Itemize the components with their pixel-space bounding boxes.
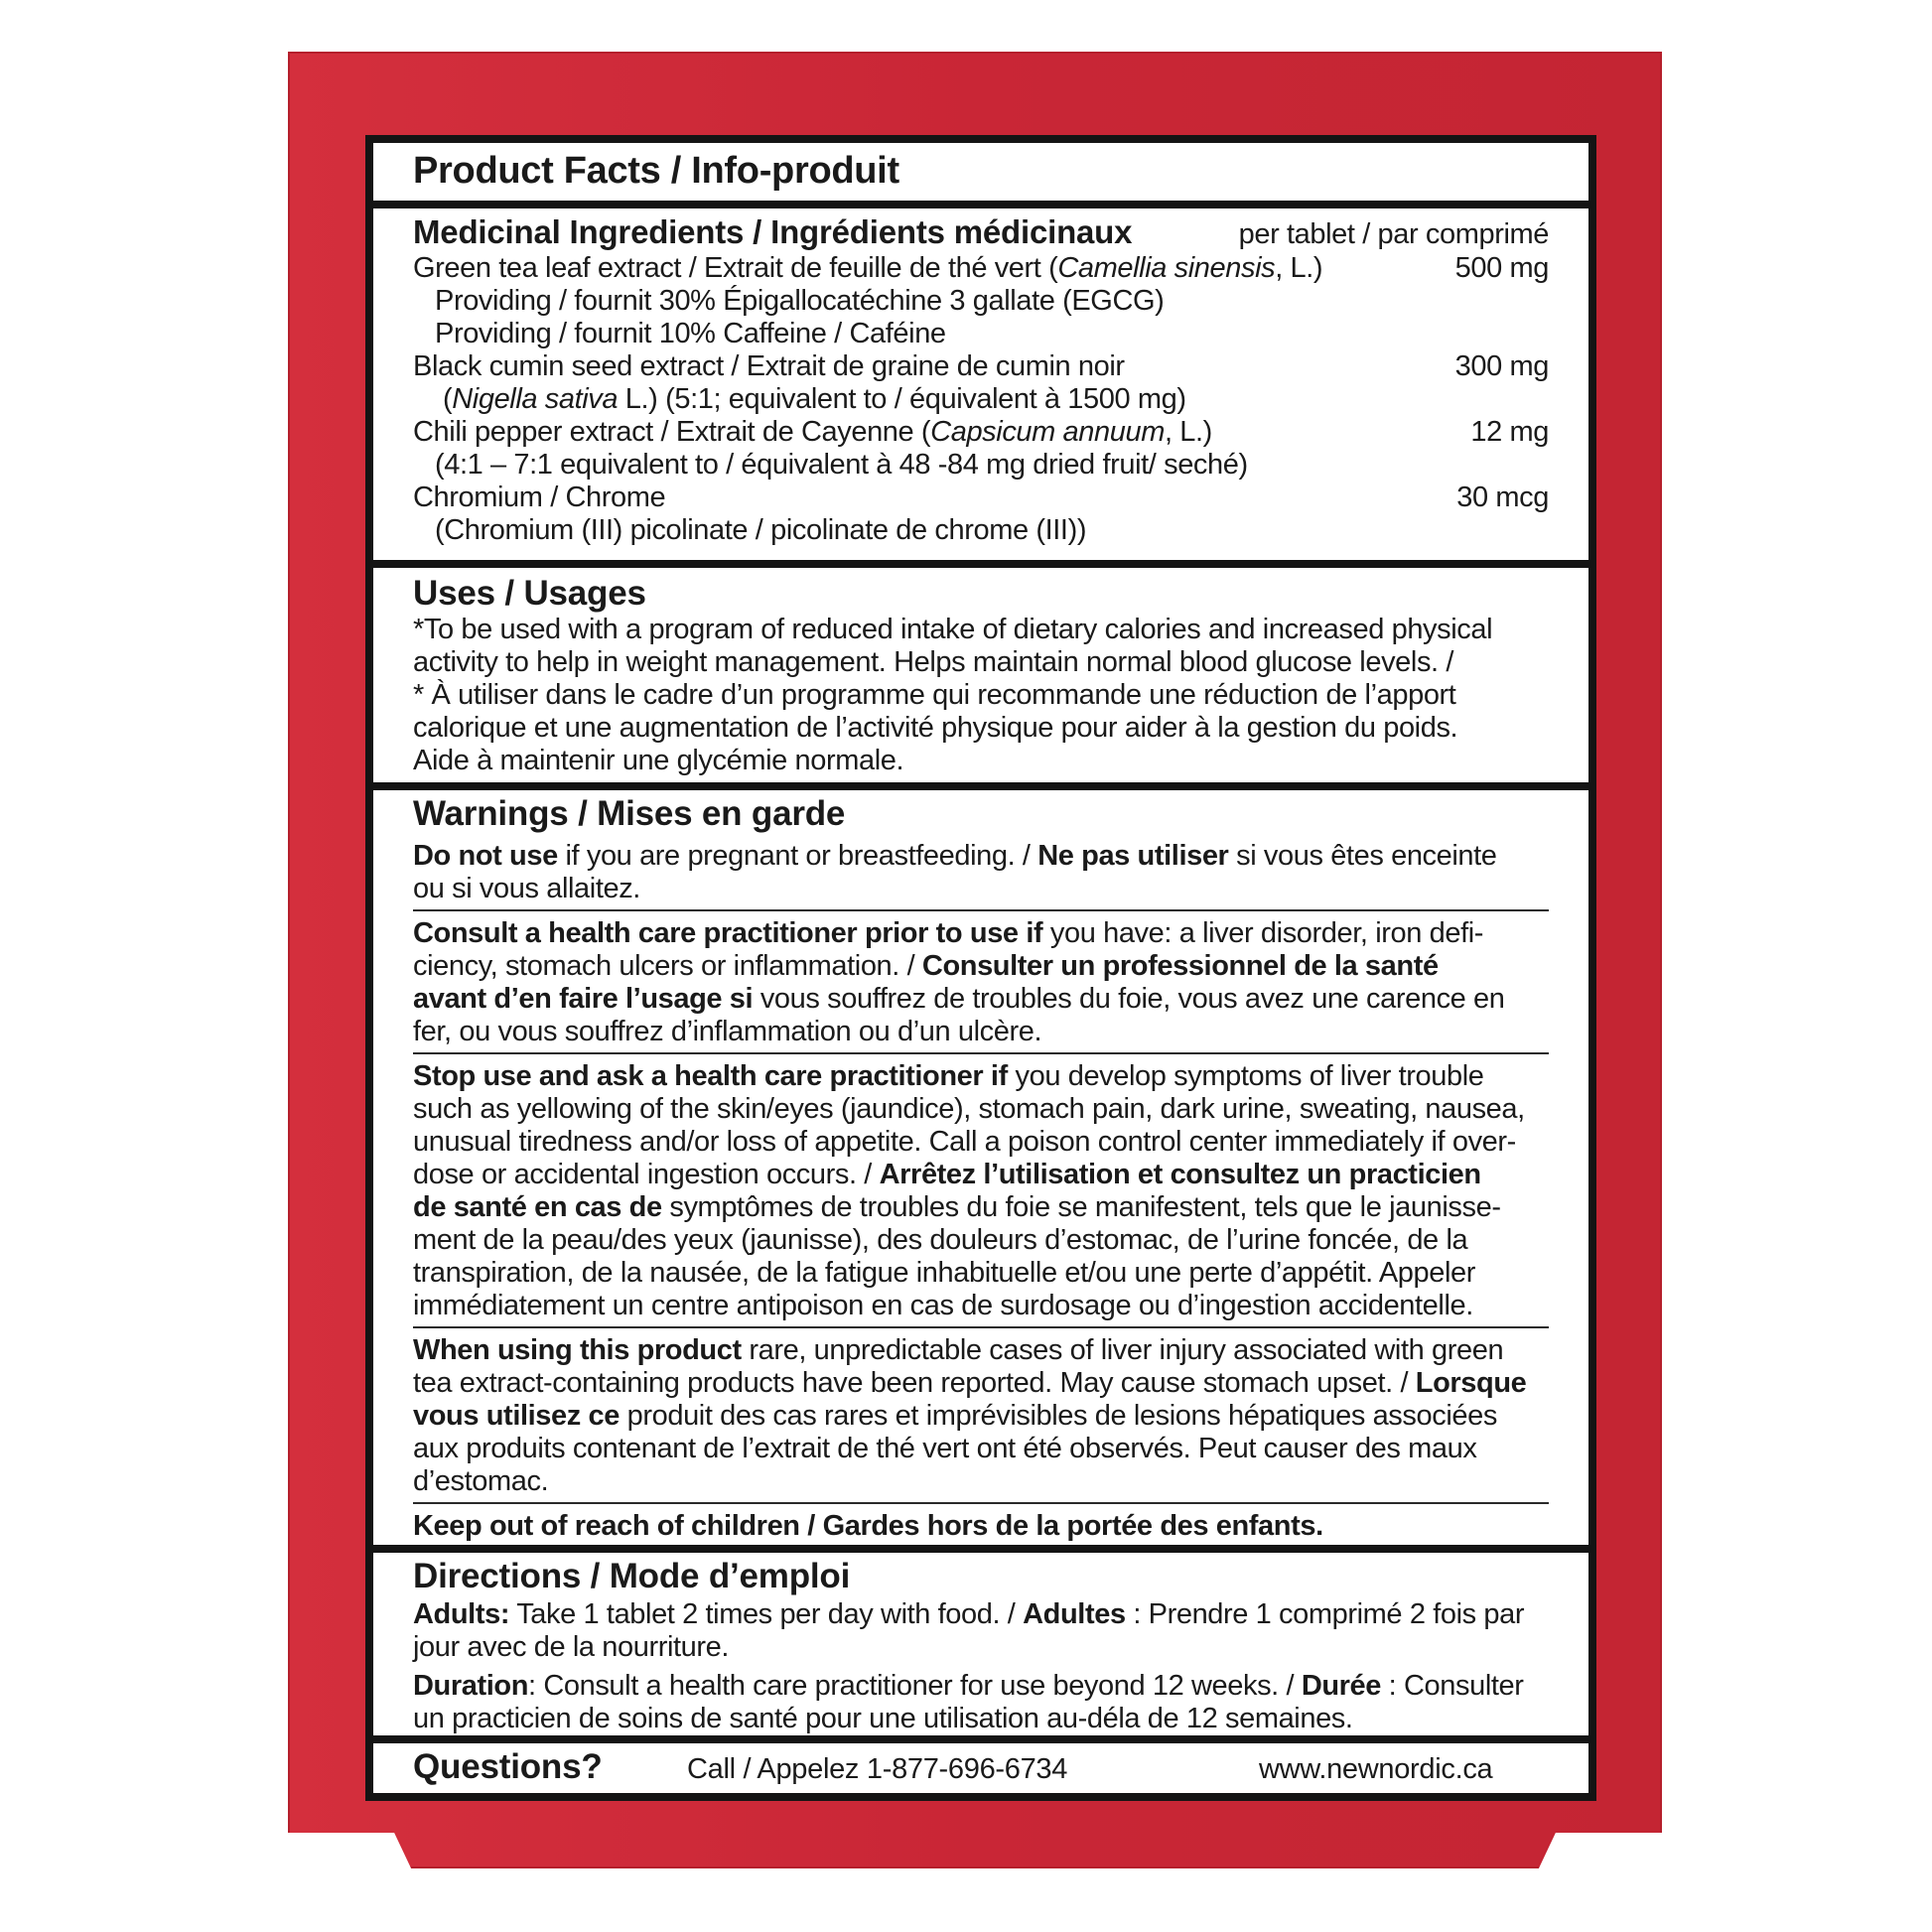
website-url: www.newnordic.ca: [1259, 1753, 1493, 1785]
separator: [373, 782, 1588, 790]
warning-keep-out-of-reach: Keep out of reach of children / Gardes hors de la portée des enfants.: [413, 1510, 1323, 1542]
ingredient-green-tea: Green tea leaf extract / Extrait de feuille de thé vert (Camellia sinensis, L.) 500 mg: [413, 252, 1549, 284]
uses-text-line: * À utiliser dans le cadre d’un programme qui recommande une réduction de l’apport: [413, 679, 1456, 711]
per-tablet-label: per tablet / par comprimé: [1238, 218, 1549, 250]
warning-do-not-use: Do not use if you are pregnant or breastfeeding. / Ne pas utiliser si vous êtes enceinte ou si vous allaitez.: [413, 840, 1497, 904]
questions-section: [373, 1743, 1588, 1793]
phone-number: Call / Appelez 1-877-696-6734: [687, 1753, 1068, 1785]
divider-rule: [413, 909, 1549, 911]
panel-title: Product Facts / Info-produit: [413, 150, 899, 192]
ingredient-amount: 12 mg: [1470, 416, 1549, 448]
ingredient-subline: Providing / fournit 10% Caffeine / Caféine: [435, 318, 946, 349]
uses-text-line: activity to help in weight management. Helps maintain normal blood glucose levels. /: [413, 646, 1454, 678]
title-section: [373, 143, 1588, 201]
separator: [373, 1545, 1588, 1553]
uses-text-line: calorique et une augmentation de l’activité physique pour aider à la gestion du poids.: [413, 712, 1458, 744]
divider-rule: [413, 1052, 1549, 1054]
ingredients-heading: Medicinal Ingredients / Ingrédients médicinaux: [413, 213, 1133, 250]
product-facts-panel: [365, 135, 1596, 1801]
ingredient-black-cumin: Black cumin seed extract / Extrait de graine de cumin noir 300 mg: [413, 350, 1549, 382]
warning-when-using: When using this product rare, unpredictable cases of liver injury associated with green tea extract-containing products have been reported. May cause stomach upset. / Lorsque vous utilisez ce produit des cas rares et imprévisibles de lesions hépatiques associées aux produits contenant de l’extrait de thé vert ont été observés. Peut causer des maux d’estomac.: [413, 1334, 1527, 1497]
ingredient-chromium: Chromium / Chrome 30 mcg: [413, 482, 1549, 513]
ingredient-chili-pepper: Chili pepper extract / Extrait de Cayenne (Capsicum annuum, L.) 12 mg: [413, 416, 1549, 448]
ingredient-subline: Providing / fournit 30% Épigallocatéchine 3 gallate (EGCG): [435, 285, 1165, 317]
uses-section: [373, 568, 1588, 776]
ingredient-amount: 300 mg: [1454, 350, 1549, 382]
separator: [373, 201, 1588, 208]
separator: [373, 1735, 1588, 1743]
box-notch-left: [288, 1833, 413, 1872]
warning-stop-use: Stop use and ask a health care practitioner if you develop symptoms of liver trouble such as yellowing of the skin/eyes (jaundice), stomach pain, dark urine, sweating, nausea, unusual tiredness and/or loss of appetite. Call a poison control center immediately if over- dose or accidental ingestion occurs. / Arrêtez l’utilisation et consultez un practicien de santé en cas de symptômes de troubles du foie se manifestent, tels que le jaunisse- ment de la peau/des yeux (jaunisse), des douleurs d’estomac, de l’urine foncée, de la transpiration, de la nausée, de la fatigue inhabituelle et/ou une perte d’appétit. Appeler immédiatement un centre antipoison en cas de surdosage ou d’ingestion accidentelle.: [413, 1060, 1525, 1321]
warnings-heading: Warnings / Mises en garde: [413, 794, 846, 833]
uses-text-line: Aide à maintenir une glycémie normale.: [413, 745, 904, 776]
directions-adults: Adults: Take 1 tablet 2 times per day with food. / Adultes : Prendre 1 comprimé 2 fois par jour avec de la nourriture.: [413, 1598, 1525, 1663]
directions-heading: Directions / Mode d’emploi: [413, 1557, 851, 1595]
uses-text-line: *To be used with a program of reduced intake of dietary calories and increased physical: [413, 614, 1493, 645]
ingredient-subline: (4:1 – 7:1 equivalent to / équivalent à 48 -84 mg dried fruit/ seché): [435, 449, 1248, 481]
directions-section: [373, 1553, 1588, 1743]
ingredient-amount: 500 mg: [1454, 252, 1549, 284]
ingredient-subline: (Chromium (III) picolinate / picolinate de chrome (III)): [435, 514, 1087, 546]
divider-rule: [413, 1326, 1549, 1328]
uses-heading: Uses / Usages: [413, 574, 646, 613]
directions-duration: Duration: Consult a health care practitioner for use beyond 12 weeks. / Durée : Consulter un practicien de soins de santé pour une utilisation au-déla de 12 semaines.: [413, 1670, 1524, 1734]
ingredient-amount: 30 mcg: [1456, 482, 1549, 513]
box-notch-right: [1537, 1833, 1662, 1872]
warnings-section: [373, 790, 1588, 1543]
warning-consult: Consult a health care practitioner prior to use if you have: a liver disorder, iron defi- ciency, stomach ulcers or inflammation. / Consulter un professionnel de la santé avant d’en faire l’usage si vous souffrez de troubles du foie, vous avez une carence en fer, ou vous souffrez d’inflammation ou d’un ulcère.: [413, 917, 1505, 1047]
separator: [373, 560, 1588, 568]
ingredient-subline: (Nigella sativa L.) (5:1; equivalent to / équivalent à 1500 mg): [443, 383, 1186, 415]
questions-heading: Questions?: [413, 1747, 603, 1786]
divider-rule: [413, 1502, 1549, 1504]
